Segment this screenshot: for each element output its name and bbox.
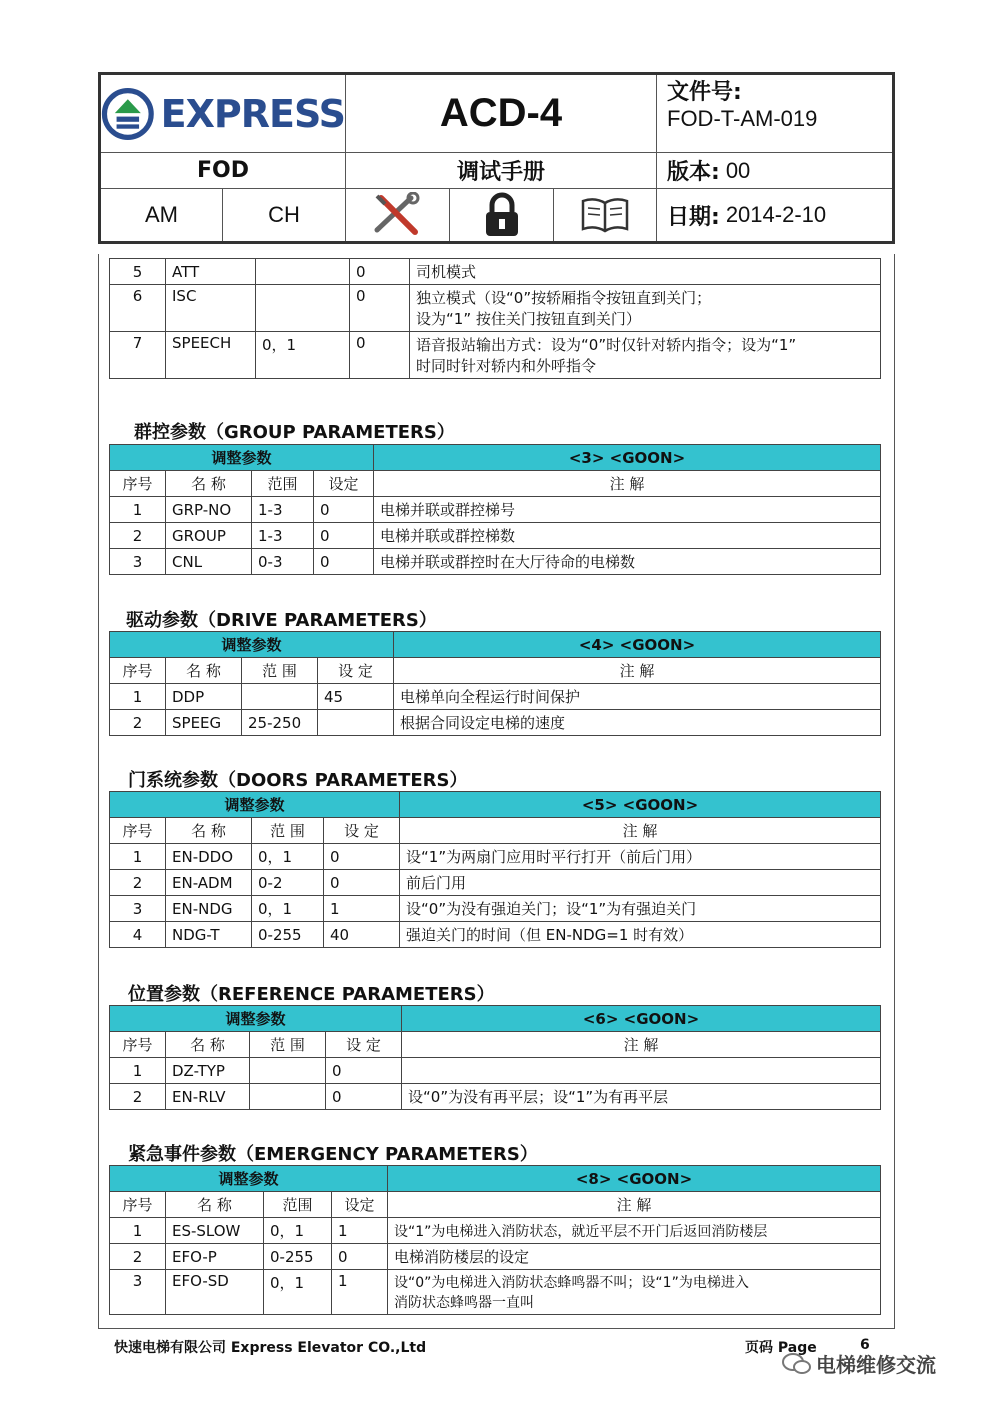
param-range bbox=[256, 259, 350, 285]
row-no: 7 bbox=[110, 332, 166, 379]
table-row bbox=[110, 896, 881, 922]
section-title-reference: 位置参数（REFERENCE PARAMETERS） bbox=[128, 984, 495, 1005]
am-label: AM bbox=[145, 202, 178, 227]
row-no: 1 bbox=[110, 497, 166, 523]
param-setting: 45 bbox=[318, 684, 394, 710]
col-header: 范 围 bbox=[252, 818, 324, 844]
lock-cell bbox=[450, 189, 554, 241]
param-note bbox=[410, 332, 881, 379]
param-range: 0-2 bbox=[252, 870, 324, 896]
col-header: 设 定 bbox=[324, 818, 400, 844]
row-no: 1 bbox=[110, 1218, 166, 1244]
row-no: 1 bbox=[110, 1058, 166, 1084]
date-cell bbox=[657, 189, 892, 241]
band-right: <3> <GOON> bbox=[374, 445, 881, 471]
tools-cell bbox=[346, 189, 450, 241]
col-header: 序号 bbox=[110, 1192, 166, 1218]
table-band bbox=[110, 792, 881, 818]
row-no: 6 bbox=[110, 285, 166, 332]
note-line: 语音报站输出方式：设为“0”时仅针对轿内指令；设为“1” bbox=[416, 336, 797, 354]
table-row bbox=[110, 497, 881, 523]
param-note: 设“0”为没有强迫关门；设“1”为有强迫关门 bbox=[400, 896, 881, 922]
col-header: 序号 bbox=[110, 658, 166, 684]
param-note bbox=[388, 1270, 881, 1315]
col-header: 注 解 bbox=[394, 658, 881, 684]
file-no-value: FOD-T-AM-019 bbox=[667, 106, 818, 131]
param-name: SPEEG bbox=[166, 710, 242, 736]
param-range: 0，1 bbox=[256, 332, 350, 379]
table-row bbox=[110, 684, 881, 710]
table-header-row bbox=[110, 658, 881, 684]
table-band bbox=[110, 1006, 881, 1032]
row-no: 2 bbox=[110, 523, 166, 549]
param-note: 电梯消防楼层的设定 bbox=[388, 1244, 881, 1270]
param-note bbox=[410, 285, 881, 332]
param-range: 0，1 bbox=[252, 896, 324, 922]
param-setting: 0 bbox=[332, 1244, 388, 1270]
param-note: 前后门用 bbox=[400, 870, 881, 896]
table-row bbox=[110, 1218, 881, 1244]
col-header: 注 解 bbox=[400, 818, 881, 844]
param-name: CNL bbox=[166, 549, 252, 575]
section-title-doors: 门系统参数（DOORS PARAMETERS） bbox=[128, 770, 468, 791]
param-note bbox=[402, 1058, 881, 1084]
table-header-row bbox=[110, 818, 881, 844]
footer-page-number: 6 bbox=[860, 1337, 870, 1353]
col-header: 范围 bbox=[252, 471, 314, 497]
param-setting: 0 bbox=[350, 285, 410, 332]
table-header-row bbox=[110, 1192, 881, 1218]
param-range: 0，1 bbox=[252, 844, 324, 870]
param-name: EFO-P bbox=[166, 1244, 264, 1270]
note-line: 独立模式（设“0”按轿厢指令按钮直到关门； bbox=[416, 289, 712, 307]
doc-title: ACD-4 bbox=[439, 91, 563, 135]
param-range bbox=[250, 1058, 326, 1084]
table-row bbox=[110, 710, 881, 736]
book-cell bbox=[554, 189, 657, 241]
band-left: 调整参数 bbox=[110, 445, 374, 471]
param-name: GRP-NO bbox=[166, 497, 252, 523]
param-range: 0-3 bbox=[252, 549, 314, 575]
table-row bbox=[110, 844, 881, 870]
col-header: 序号 bbox=[110, 1032, 166, 1058]
param-name: DZ-TYP bbox=[166, 1058, 250, 1084]
param-note: 电梯并联或群控梯数 bbox=[374, 523, 881, 549]
param-setting: 0 bbox=[314, 523, 374, 549]
col-header: 名 称 bbox=[166, 471, 252, 497]
date-value: 2014-2-10 bbox=[725, 202, 827, 227]
row-no: 1 bbox=[110, 844, 166, 870]
row-no: 2 bbox=[110, 870, 166, 896]
lock-icon bbox=[479, 192, 525, 238]
table-row bbox=[110, 259, 881, 285]
section-title-group: 群控参数（GROUP PARAMETERS） bbox=[134, 422, 455, 443]
param-note: 电梯并联或群控时在大厅待命的电梯数 bbox=[374, 549, 881, 575]
drive-parameters-table bbox=[109, 631, 881, 736]
table-row bbox=[110, 1244, 881, 1270]
row-no: 1 bbox=[110, 684, 166, 710]
table-row bbox=[110, 870, 881, 896]
wechat-icon bbox=[782, 1352, 812, 1376]
param-name: EN-RLV bbox=[166, 1084, 250, 1110]
col-header: 设定 bbox=[314, 471, 374, 497]
book-icon bbox=[579, 195, 631, 235]
col-header: 注 解 bbox=[374, 471, 881, 497]
param-name: NDG-T bbox=[166, 922, 252, 948]
logo-text: EXPRESS bbox=[160, 91, 345, 136]
doc-title-cell bbox=[346, 75, 657, 153]
note-line: 设为“1” 按住关门按钮直到关门） bbox=[416, 310, 641, 328]
param-range bbox=[256, 285, 350, 332]
param-setting: 0 bbox=[350, 259, 410, 285]
tools-icon bbox=[371, 192, 425, 238]
version-label: 版本: bbox=[667, 160, 720, 185]
col-header: 序号 bbox=[110, 818, 166, 844]
param-setting bbox=[318, 710, 394, 736]
section-title-drive: 驱动参数（DRIVE PARAMETERS） bbox=[126, 610, 437, 631]
ch-label: CH bbox=[268, 202, 300, 227]
dept-label: FOD bbox=[197, 158, 249, 183]
param-setting: 0 bbox=[350, 332, 410, 379]
param-name: EN-DDO bbox=[166, 844, 252, 870]
param-setting: 1 bbox=[324, 896, 400, 922]
footer-page-label: 页码 Page bbox=[745, 1340, 817, 1356]
ch-cell bbox=[223, 189, 346, 241]
param-note: 根据合同设定电梯的速度 bbox=[394, 710, 881, 736]
table-row bbox=[110, 285, 881, 332]
doors-parameters-table bbox=[109, 791, 881, 948]
group-parameters-table bbox=[109, 444, 881, 575]
section-title-emergency: 紧急事件参数（EMERGENCY PARAMETERS） bbox=[128, 1144, 538, 1165]
row-no: 2 bbox=[110, 1244, 166, 1270]
row-no: 5 bbox=[110, 259, 166, 285]
param-name: GROUP bbox=[166, 523, 252, 549]
file-no-cell bbox=[657, 75, 892, 153]
param-setting: 0 bbox=[314, 497, 374, 523]
continued-parameter-table bbox=[109, 258, 881, 379]
col-header: 设定 bbox=[332, 1192, 388, 1218]
param-setting: 1 bbox=[332, 1218, 388, 1244]
param-name: SPEECH bbox=[166, 332, 256, 379]
param-range: 1-3 bbox=[252, 523, 314, 549]
param-note: 设“1”为两扇门应用时平行打开（前后门用） bbox=[400, 844, 881, 870]
date-label: 日期: bbox=[667, 204, 720, 230]
table-row bbox=[110, 1270, 881, 1315]
param-range: 0，1 bbox=[264, 1270, 332, 1315]
col-header: 名 称 bbox=[166, 1032, 250, 1058]
param-range bbox=[250, 1084, 326, 1110]
table-row bbox=[110, 1084, 881, 1110]
table-row bbox=[110, 1058, 881, 1084]
am-cell bbox=[101, 189, 223, 241]
table-band bbox=[110, 632, 881, 658]
manual-cell bbox=[346, 153, 657, 189]
param-range: 1-3 bbox=[252, 497, 314, 523]
band-right: <4> <GOON> bbox=[394, 632, 881, 658]
col-header: 范 围 bbox=[250, 1032, 326, 1058]
row-no: 2 bbox=[110, 710, 166, 736]
row-no: 3 bbox=[110, 549, 166, 575]
param-name: ISC bbox=[166, 285, 256, 332]
note-line: 设“0”为电梯进入消防状态蜂鸣器不叫；设“1”为电梯进入 bbox=[394, 1275, 749, 1291]
param-note: 电梯并联或群控梯号 bbox=[374, 497, 881, 523]
row-no: 4 bbox=[110, 922, 166, 948]
param-note: 电梯单向全程运行时间保护 bbox=[394, 684, 881, 710]
param-setting: 0 bbox=[326, 1084, 402, 1110]
manual-label: 调试手册 bbox=[456, 160, 545, 185]
col-header: 注 解 bbox=[388, 1192, 881, 1218]
band-left: 调整参数 bbox=[110, 632, 394, 658]
param-name: EFO-SD bbox=[166, 1270, 264, 1315]
row-no: 3 bbox=[110, 1270, 166, 1315]
dept-cell bbox=[101, 153, 346, 189]
param-name: DDP bbox=[166, 684, 242, 710]
param-note: 强迫关门的时间（但 EN-NDG=1 时有效） bbox=[400, 922, 881, 948]
col-header: 序号 bbox=[110, 471, 166, 497]
col-header: 名 称 bbox=[166, 658, 242, 684]
param-setting: 40 bbox=[324, 922, 400, 948]
param-setting: 0 bbox=[324, 844, 400, 870]
col-header: 名 称 bbox=[166, 818, 252, 844]
footer-company: 快速电梯有限公司 Express Elevator CO.,Ltd bbox=[114, 1340, 427, 1356]
param-name: EN-NDG bbox=[166, 896, 252, 922]
table-header-row bbox=[110, 471, 881, 497]
param-range: 0-255 bbox=[252, 922, 324, 948]
col-header: 范围 bbox=[264, 1192, 332, 1218]
param-name: ATT bbox=[166, 259, 256, 285]
param-note: 设“1”为电梯进入消防状态，就近平层不开门后返回消防楼层 bbox=[388, 1218, 881, 1244]
param-setting: 0 bbox=[314, 549, 374, 575]
band-right: <6> <GOON> bbox=[402, 1006, 881, 1032]
express-logo-icon bbox=[101, 83, 155, 145]
table-band bbox=[110, 445, 881, 471]
reference-parameters-table bbox=[109, 1005, 881, 1110]
table-row bbox=[110, 523, 881, 549]
param-note: 设“0”为没有再平层；设“1”为有再平层 bbox=[402, 1084, 881, 1110]
version-cell bbox=[657, 153, 892, 189]
logo-cell bbox=[101, 75, 346, 153]
band-left: 调整参数 bbox=[110, 792, 400, 818]
version-value: 00 bbox=[725, 157, 751, 183]
param-range: 0-255 bbox=[264, 1244, 332, 1270]
band-left: 调整参数 bbox=[110, 1006, 402, 1032]
col-header: 名 称 bbox=[166, 1192, 264, 1218]
table-row bbox=[110, 549, 881, 575]
param-range: 25-250 bbox=[242, 710, 318, 736]
table-band bbox=[110, 1166, 881, 1192]
note-line: 消防状态蜂鸣器一直叫 bbox=[394, 1295, 534, 1311]
note-line: 时同时针对轿内和外呼指令 bbox=[416, 357, 597, 375]
param-setting: 0 bbox=[326, 1058, 402, 1084]
param-range: 0，1 bbox=[264, 1218, 332, 1244]
band-right: <8> <GOON> bbox=[388, 1166, 881, 1192]
band-left: 调整参数 bbox=[110, 1166, 388, 1192]
param-range bbox=[242, 684, 318, 710]
document-header bbox=[98, 72, 895, 244]
col-header: 范 围 bbox=[242, 658, 318, 684]
param-name: EN-ADM bbox=[166, 870, 252, 896]
band-right: <5> <GOON> bbox=[400, 792, 881, 818]
param-setting: 0 bbox=[324, 870, 400, 896]
emergency-parameters-table bbox=[109, 1165, 881, 1315]
param-setting: 1 bbox=[332, 1270, 388, 1315]
row-no: 3 bbox=[110, 896, 166, 922]
table-row bbox=[110, 922, 881, 948]
table-row bbox=[110, 332, 881, 379]
param-note: 司机模式 bbox=[410, 259, 881, 285]
col-header: 设 定 bbox=[326, 1032, 402, 1058]
wechat-channel-name: 电梯维修交流 bbox=[816, 1353, 936, 1377]
col-header: 注 解 bbox=[402, 1032, 881, 1058]
param-name: ES-SLOW bbox=[166, 1218, 264, 1244]
file-no-label: 文件号: bbox=[667, 80, 742, 105]
col-header: 设 定 bbox=[318, 658, 394, 684]
wechat-watermark bbox=[782, 1349, 936, 1378]
table-header-row bbox=[110, 1032, 881, 1058]
row-no: 2 bbox=[110, 1084, 166, 1110]
